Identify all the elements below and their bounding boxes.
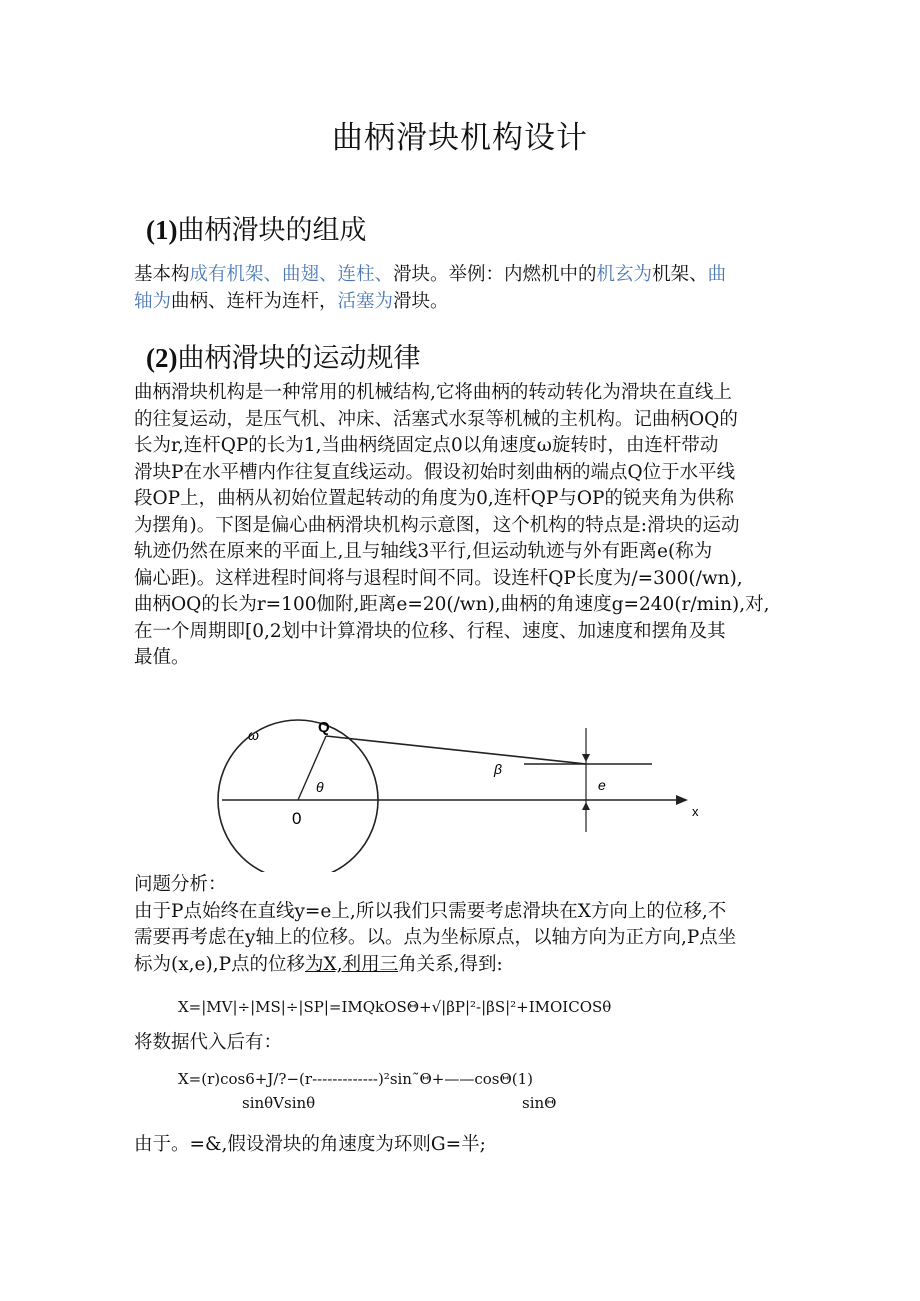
paragraph-line: 偏心距)。这样进程时间将与退程时间不同。设连杆QP长度为/=300(/wn),: [134, 567, 743, 589]
page-title: 曲柄滑块机构设计: [332, 120, 588, 156]
highlight-run: 成有机架、曲翅、连柱、: [189, 264, 394, 285]
paragraph-line: 曲柄OQ的长为r=100伽附,距离e=20(/wn),曲柄的角速度g=240(r/min),对,: [134, 594, 770, 615]
section2-number: (2): [146, 343, 178, 373]
highlight-run: 轴为: [134, 290, 172, 312]
formula-denominator-1: sinθVsinθ: [242, 1094, 316, 1112]
text-run: 滑块。举例：内燃机中的: [393, 264, 597, 285]
text-run: 基本构: [134, 264, 190, 285]
section1-number: (1): [146, 215, 178, 245]
analysis-heading: 问题分析：: [134, 874, 227, 895]
paragraph-line: 在一个周期即[0,2划中计算滑块的位移、行程、速度、加速度和摆角及其: [134, 620, 726, 642]
final-paragraph: [134, 1132, 794, 1159]
highlight-run: 机玄为: [596, 264, 653, 285]
offset-arrow-up: [582, 802, 590, 810]
x-axis-arrow: [676, 795, 688, 805]
paragraph-line: 由于P点始终在直线y=e上,所以我们只需要考虑滑块在X方向上的位移,不: [134, 900, 727, 922]
paragraph-line: 轨迹仍然在原来的平面上,且与轴线3平行,但运动轨迹与外有距离e(称为: [134, 541, 713, 562]
paragraph-line: 将数据代入后有：: [134, 1032, 283, 1053]
q-label: Q: [318, 719, 330, 736]
displacement-formula: X=|MV|÷|MS|÷|SP|=IMQkOSΘ+√|βP|²-|βS|²+IMOICOSθ: [178, 998, 612, 1016]
section1-line: [134, 262, 794, 289]
paragraph-line: 的往复运动，是压气机、冲床、活塞式水泵等机械的主机构。记曲柄OQ的: [134, 408, 738, 430]
underlined-run: 为X,利用三: [305, 953, 399, 975]
connecting-rod: [326, 736, 586, 764]
section1-heading: [146, 208, 366, 247]
crank-circle: [218, 720, 378, 872]
section1-line: [134, 289, 794, 316]
text-run: 标为(x,e),P点的位移: [134, 953, 306, 975]
text-run: 曲柄、连杆为连杆，: [171, 290, 338, 312]
paragraph-line: 需要再考虑在y轴上的位移。以。点为坐标原点，以轴方向为正方向,P点坐: [134, 927, 737, 948]
offset-arrow-down: [582, 754, 590, 762]
formula-denominator-2: sinΘ: [522, 1094, 557, 1112]
paragraph-line: 曲柄滑块机构是一种常用的机械结构,它将曲柄的转动转化为滑块在直线上: [134, 382, 732, 403]
paragraph-line: 为摆角)。下图是偏心曲柄滑块机构示意图，这个机构的特点是:滑块的运动: [134, 514, 740, 536]
paragraph-line: 段OP上，曲柄从初始位置起转动的角度为0,连杆QP与OP的锐夹角为供称: [134, 488, 734, 509]
omega-label: ω: [248, 727, 259, 743]
x-label: x: [692, 804, 699, 819]
theta-label: θ: [316, 779, 324, 795]
e-label: e: [598, 777, 606, 793]
section2-paragraph: [134, 380, 794, 672]
paragraph-line: 长为r,连杆QP的长为1,当曲柄绕固定点0以角速度ω旋转时，由连杆带动: [134, 435, 719, 456]
analysis-paragraph: [134, 872, 794, 978]
paragraph-line: 最值。: [134, 647, 190, 668]
highlight-run: 活塞为: [337, 290, 394, 312]
text-run: 角关系,得到:: [398, 953, 503, 975]
paragraph-line: 由于。=&,假设滑块的角速度为环则G=半;: [134, 1134, 486, 1155]
paragraph-line: 滑块P在水平槽内作往复直线运动。假设初始时刻曲柄的端点Q位于水平线: [134, 461, 736, 483]
substituted-formula: X=(r)cos6+J/?−(r-------------)²sin˜Θ+——cosΘ(1): [178, 1070, 534, 1088]
beta-label: β: [494, 761, 502, 777]
section2-heading-text: 曲柄滑块的运动规律: [177, 343, 421, 374]
origin-label: 0: [292, 809, 302, 828]
section1-paragraph: [134, 262, 794, 315]
text-run: 滑块。: [393, 290, 449, 312]
crank-slider-diagram: [0, 712, 920, 872]
section1-heading-text: 曲柄滑块的组成: [177, 215, 367, 246]
paragraph-line: [134, 952, 794, 979]
substitute-paragraph: [134, 1030, 794, 1057]
highlight-run: 曲: [707, 264, 727, 285]
section2-heading: [146, 336, 420, 375]
text-run: 机架、: [652, 264, 708, 285]
